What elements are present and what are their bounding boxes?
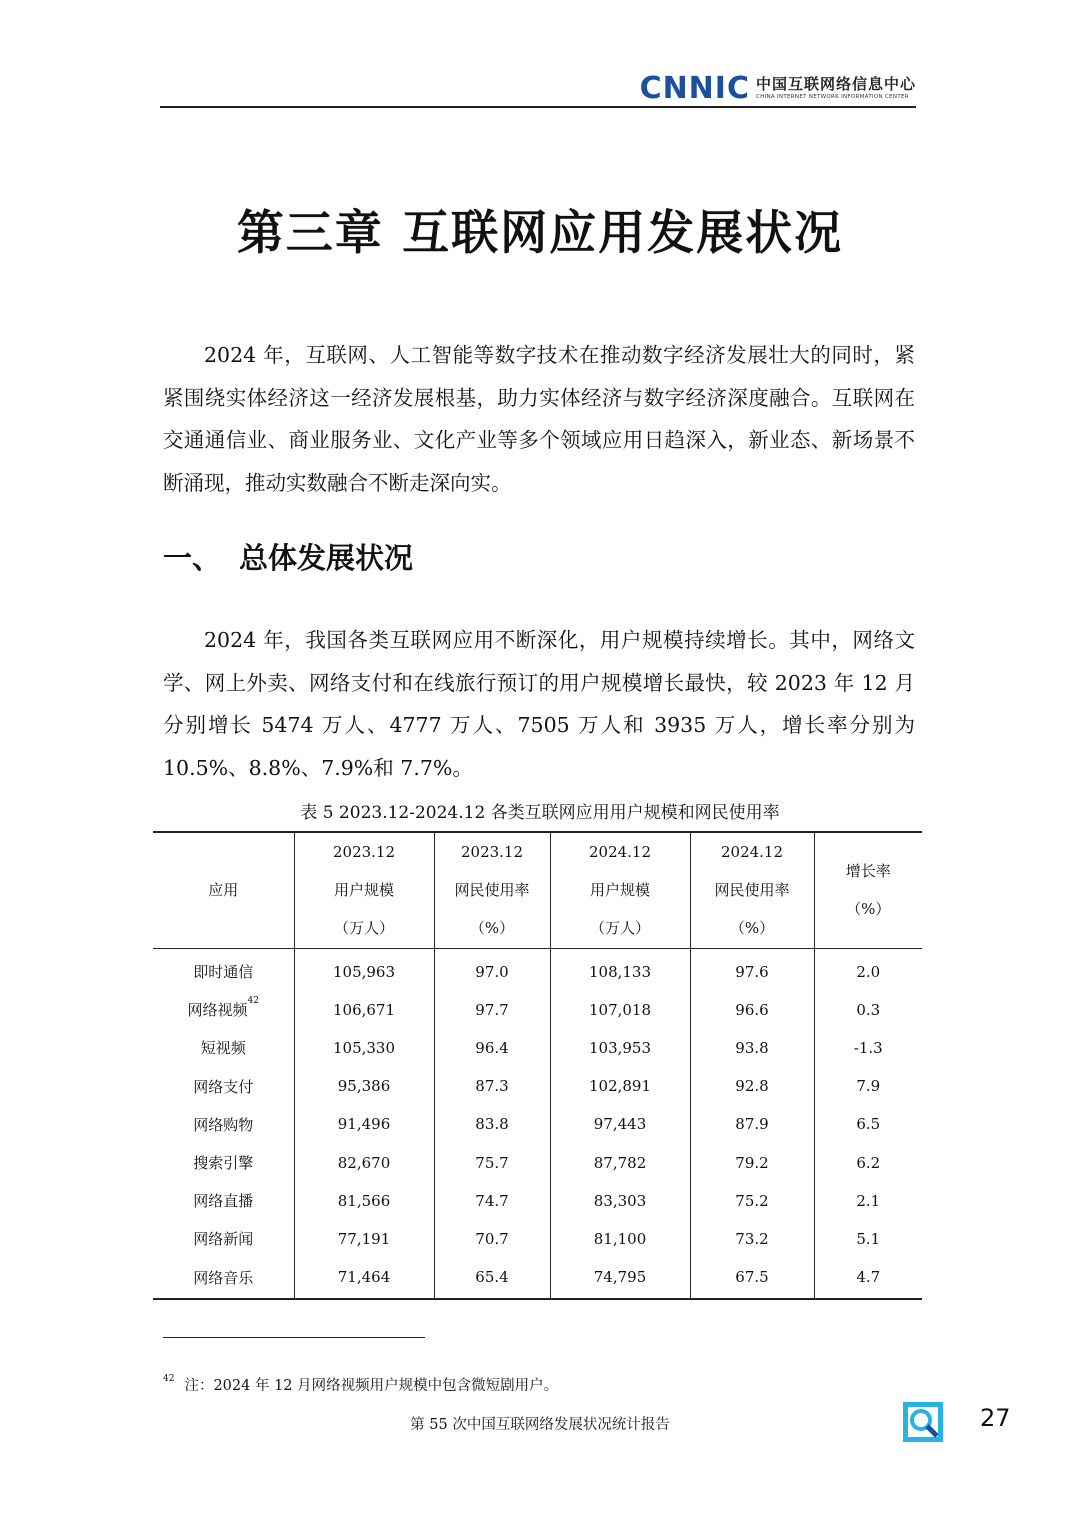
- app-name: 网络直播: [193, 1192, 254, 1211]
- section-title: 总体发展状况: [239, 541, 414, 575]
- table-cell: 73.2: [690, 1220, 814, 1258]
- table-cell: 6.2: [814, 1143, 922, 1181]
- column-header-line: 增长率: [845, 862, 891, 881]
- magnifier-logo-icon: [901, 1400, 945, 1444]
- column-header-line: 2024.12: [588, 843, 652, 862]
- app-name: 网络音乐: [193, 1268, 254, 1287]
- table-row: [153, 1258, 922, 1299]
- footnote-ref: 42: [247, 996, 259, 1007]
- app-name: 网络新闻: [193, 1230, 254, 1249]
- table-cell: 65.4: [434, 1258, 550, 1299]
- table-cell: 0.3: [814, 991, 922, 1029]
- section-number: 一、: [163, 541, 222, 575]
- table-cell: 4.7: [814, 1258, 922, 1299]
- page-number: 27: [980, 1404, 1011, 1432]
- table-cell: 2.1: [814, 1182, 922, 1220]
- section-heading: [163, 536, 413, 577]
- column-header-line: （万人）: [333, 919, 394, 938]
- column-header-line: 2023.12: [332, 843, 396, 862]
- table-cell: 7.9: [814, 1067, 922, 1105]
- table-cell: 105,330: [294, 1029, 434, 1067]
- app-name: 搜索引擎: [193, 1154, 254, 1173]
- column-header-line: 网民使用率: [714, 881, 790, 900]
- report-title: 第 55 次中国互联网络发展状况统计报告: [410, 1417, 670, 1433]
- table-cell: 75.2: [690, 1182, 814, 1220]
- column-header-line: 2023.12: [460, 843, 524, 862]
- table-cell: 92.8: [690, 1067, 814, 1105]
- table-cell: 97.0: [434, 948, 550, 991]
- app-name-cell: [153, 991, 294, 1029]
- table-row: [153, 1029, 922, 1067]
- table-cell: -1.3: [814, 1029, 922, 1067]
- app-name-cell: [153, 948, 294, 991]
- app-name-cell: [153, 1220, 294, 1258]
- logo-text: [756, 76, 916, 102]
- table-cell: 81,566: [294, 1182, 434, 1220]
- table-row: [153, 1182, 922, 1220]
- footnote-divider: [163, 1337, 425, 1338]
- section-paragraph: 2024 年，我国各类互联网应用不断深化，用户规模持续增长。其中，网络文学、网上外卖、网络支付和在线旅行预订的用户规模增长最快，较 2023 年 12 月分别增长 5474 万人、4777 万人、7505 万人和 3935 万人，增长率分别为 10.5%、8.8%、7.9%和 7.7%。: [163, 628, 915, 780]
- column-header-line: （%）: [729, 919, 775, 938]
- logo-en: CHINA INTERNET NETWORK INFORMATION CENTER: [755, 94, 909, 100]
- app-name-cell: [153, 1258, 294, 1299]
- chapter-title: 第三章 互联网应用发展状况: [236, 206, 844, 261]
- table-cell: 75.7: [434, 1143, 550, 1181]
- intro-paragraph: 2024 年，互联网、人工智能等数字技术在推动数字经济发展壮大的同时，紧紧围绕实体经济这一经济发展根基，助力实体经济与数字经济深度融合。互联网在交通通信业、商业服务业、文化产业等多个领域应用日趋深入，新业态、新场景不断涌现，推动实数融合不断走深向实。: [163, 343, 915, 495]
- column-header-line: 用户规模: [589, 881, 650, 900]
- app-name: 短视频: [200, 1039, 246, 1058]
- table-cell: 103,953: [550, 1029, 690, 1067]
- app-name: 网络支付: [193, 1077, 254, 1096]
- column-header: [550, 832, 690, 948]
- table-cell: 79.2: [690, 1143, 814, 1181]
- column-header: [153, 832, 294, 948]
- table-cell: 6.5: [814, 1105, 922, 1143]
- column-header: [814, 832, 922, 948]
- column-header-line: 2024.12: [720, 843, 784, 862]
- footnote-mark: 42: [163, 1374, 175, 1384]
- table-row: [153, 1143, 922, 1181]
- table-cell: 87.3: [434, 1067, 550, 1105]
- table-cell: 96.4: [434, 1029, 550, 1067]
- table-cell: 71,464: [294, 1258, 434, 1299]
- table-cell: 106,671: [294, 991, 434, 1029]
- table-cell: 81,100: [550, 1220, 690, 1258]
- table-cell: 97.6: [690, 948, 814, 991]
- table-header-row: [153, 832, 922, 948]
- app-name-cell: [153, 1067, 294, 1105]
- footnote: [163, 1374, 558, 1395]
- app-name: 网络购物: [193, 1115, 254, 1134]
- table-cell: 91,496: [294, 1105, 434, 1143]
- usage-table: [153, 831, 922, 1300]
- footnote-text: 注：2024 年 12 月网络视频用户规模中包含微短剧用户。: [184, 1378, 559, 1394]
- app-name-cell: [153, 1029, 294, 1067]
- table-cell: 82,670: [294, 1143, 434, 1181]
- column-header: [434, 832, 550, 948]
- table-cell: 105,963: [294, 948, 434, 991]
- cnnic-logo: [639, 71, 916, 106]
- table-row: [153, 948, 922, 991]
- table-cell: 5.1: [814, 1220, 922, 1258]
- column-header-line: （万人）: [589, 919, 650, 938]
- column-header: [294, 832, 434, 948]
- table-caption: 表 5 2023.12-2024.12 各类互联网应用用户规模和网民使用率: [300, 803, 780, 823]
- column-header-line: （%）: [469, 919, 515, 938]
- column-header-line: 用户规模: [333, 881, 394, 900]
- table-row: [153, 1220, 922, 1258]
- app-name-cell: [153, 1182, 294, 1220]
- table-cell: 96.6: [690, 991, 814, 1029]
- app-name: 网络视频: [187, 1001, 248, 1020]
- page-header: [160, 70, 916, 108]
- table-cell: 70.7: [434, 1220, 550, 1258]
- logo-mark: CNNIC: [639, 71, 750, 106]
- app-name-cell: [153, 1143, 294, 1181]
- column-header-line: 网民使用率: [454, 881, 530, 900]
- table-cell: 67.5: [690, 1258, 814, 1299]
- column-header-line: （%）: [846, 900, 891, 919]
- app-name: 即时通信: [193, 963, 254, 982]
- column-header-line: 应用: [208, 881, 239, 900]
- table-cell: 87,782: [550, 1143, 690, 1181]
- table-cell: 74,795: [550, 1258, 690, 1299]
- app-name-cell: [153, 1105, 294, 1143]
- table-body: [153, 948, 922, 1299]
- table-cell: 77,191: [294, 1220, 434, 1258]
- logo-cn: 中国互联网络信息中心: [755, 75, 916, 93]
- table-cell: 93.8: [690, 1029, 814, 1067]
- table-row: [153, 991, 922, 1029]
- table-cell: 102,891: [550, 1067, 690, 1105]
- table-cell: 95,386: [294, 1067, 434, 1105]
- table-cell: 74.7: [434, 1182, 550, 1220]
- table-cell: 97,443: [550, 1105, 690, 1143]
- table-cell: 83,303: [550, 1182, 690, 1220]
- table-cell: 2.0: [814, 948, 922, 991]
- table-cell: 107,018: [550, 991, 690, 1029]
- table-row: [153, 1067, 922, 1105]
- table-cell: 97.7: [434, 991, 550, 1029]
- table-cell: 83.8: [434, 1105, 550, 1143]
- table-cell: 108,133: [550, 948, 690, 991]
- table-cell: 87.9: [690, 1105, 814, 1143]
- column-header: [690, 832, 814, 948]
- table-row: [153, 1105, 922, 1143]
